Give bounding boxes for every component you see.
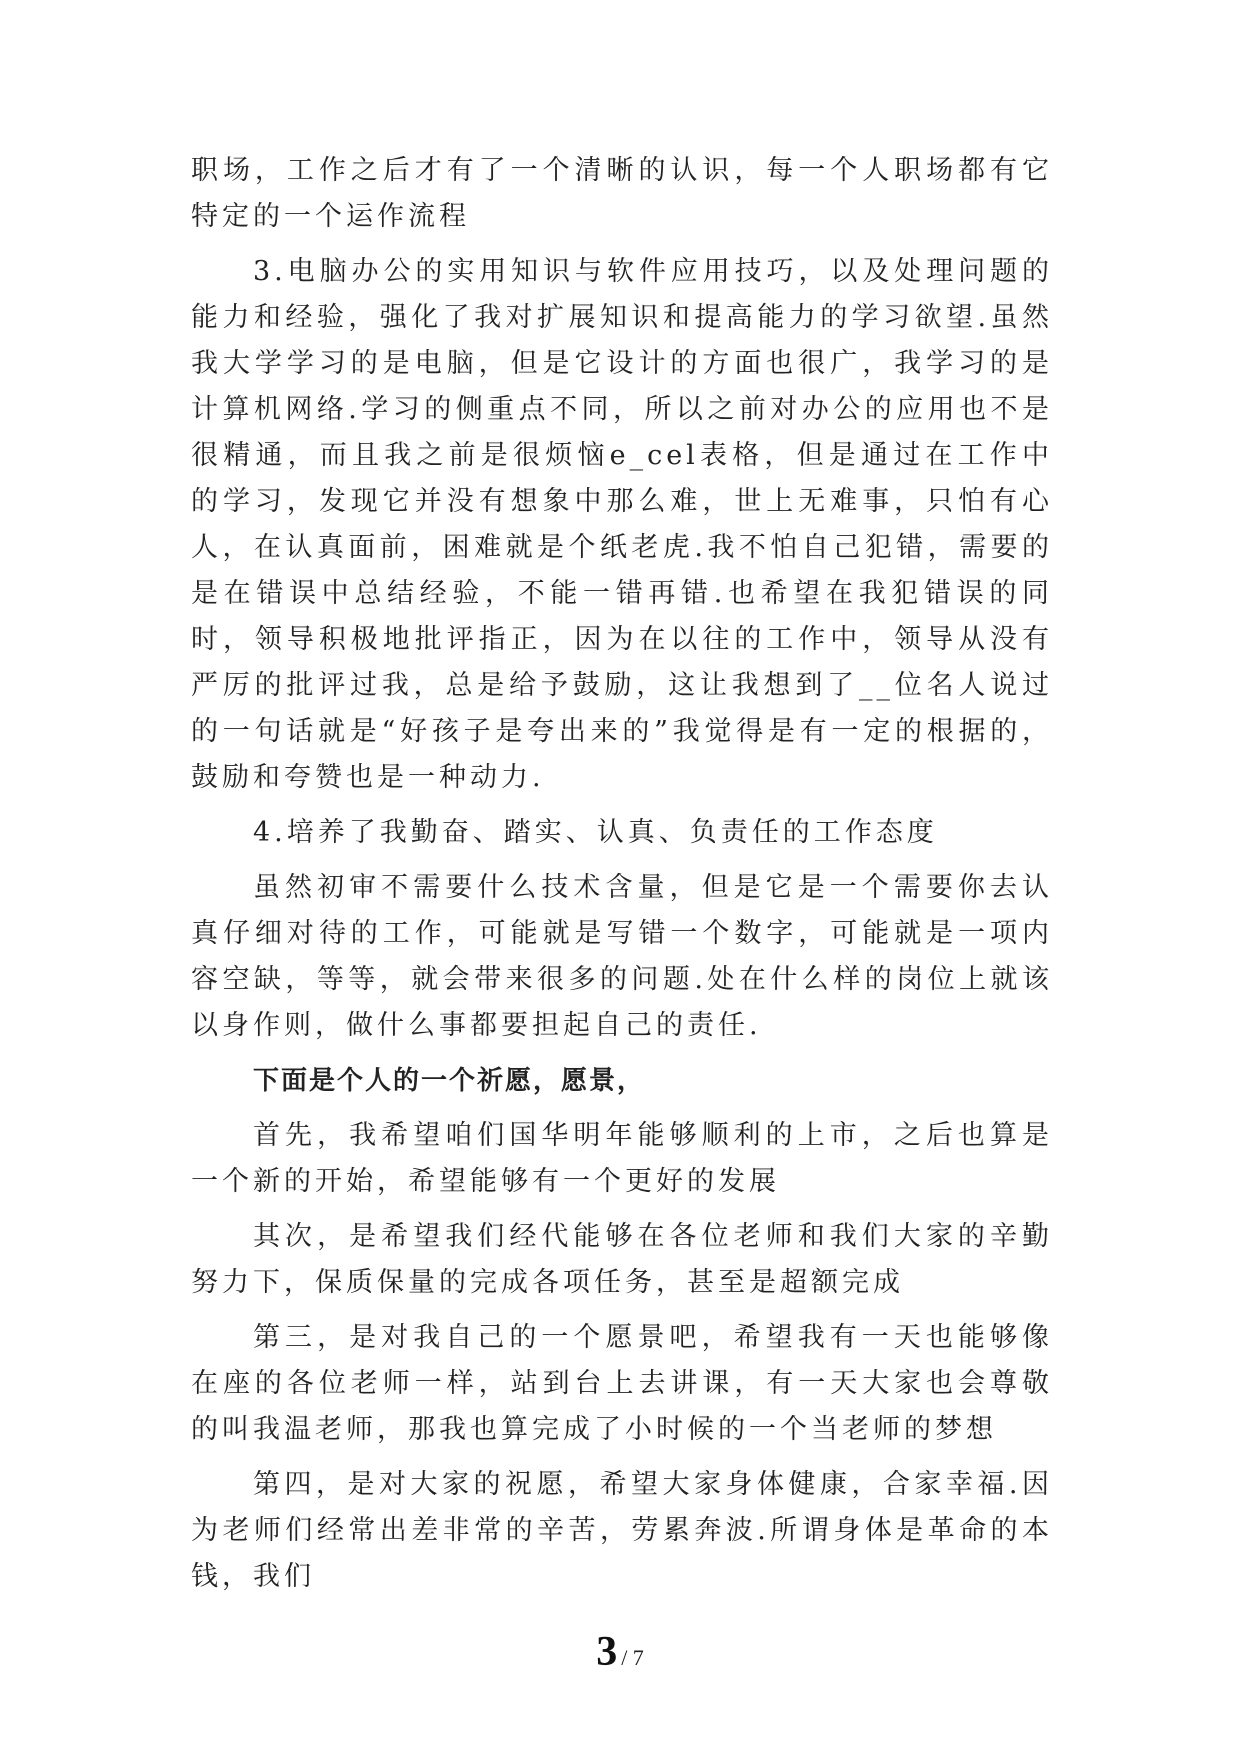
paragraph-wishes-heading: 下面是个人的一个祈愿，愿景， xyxy=(253,1066,646,1096)
paragraph-wish-first: 首先，我希望咱们国华明年能够顺利的上市，之后也算是一个新的开始，希望能够有一个更好的发展 xyxy=(191,1120,1053,1197)
paragraph-point-3-office-skills: 3.电脑办公的实用知识与软件应用技巧，以及处理问题的能力和经验，强化了我对扩展知识和提高能力的学习欲望.虽然我大学学习的是电脑，但是它设计的方面也很广，我学习的是计算机网络.学习的侧重点不同，所以之前对办公的应用也不是很精通，而且我之前是很烦恼e_cel表格，但是通过在工作中的学习，发现它并没有想象中那么难，世上无难事，只怕有心人，在认真面前，困难就是个纸老虎.我不怕自己犯错，需要的是在错误中总结经验，不能一错再错.也希望在我犯错误的同时，领导积极地批评指正，因为在以往的工作中，领导从没有严厉的批评过我，总是给予鼓励，这让我想到了__位名人说过的一句话就是“好孩子是夸出来的”我觉得是有一定的根据的，鼓励和夸赞也是一种动力. xyxy=(191,256,1053,793)
paragraph-initial-review: 虽然初审不需要什么技术含量，但是它是一个需要你去认真仔细对待的工作，可能就是写错一个数字，可能就是一项内容空缺，等等，就会带来很多的问题.处在什么样的岗位上就该以身作则，做什么事都要担起自己的责任. xyxy=(191,872,1053,1041)
paragraph-wish-fourth: 第四，是对大家的祝愿，希望大家身体健康，合家幸福.因为老师们经常出差非常的辛苦，劳累奔波.所谓身体是革命的本钱，我们 xyxy=(191,1469,1053,1592)
paragraph-wish-third: 第三，是对我自己的一个愿景吧，希望我有一天也能够像在座的各位老师一样，站到台上去讲课，有一天大家也会尊敬的叫我温老师，那我也算完成了小时候的一个当老师的梦想 xyxy=(191,1322,1053,1445)
page-footer xyxy=(0,1628,1240,1676)
paragraph-career-understanding: 职场，工作之后才有了一个清晰的认识，每一个人职场都有它特定的一个运作流程 xyxy=(191,155,1053,232)
current-page-number: 3 xyxy=(596,1629,618,1675)
paragraph-point-4-work-attitude: 4.培养了我勤奋、踏实、认真、负责任的工作态度 xyxy=(253,817,938,848)
paragraph-wish-second: 其次，是希望我们经代能够在各位老师和我们大家的辛勤努力下，保质保量的完成各项任务，甚至是超额完成 xyxy=(191,1221,1053,1298)
document-body xyxy=(191,148,1053,1609)
total-pages: / 7 xyxy=(621,1645,644,1670)
